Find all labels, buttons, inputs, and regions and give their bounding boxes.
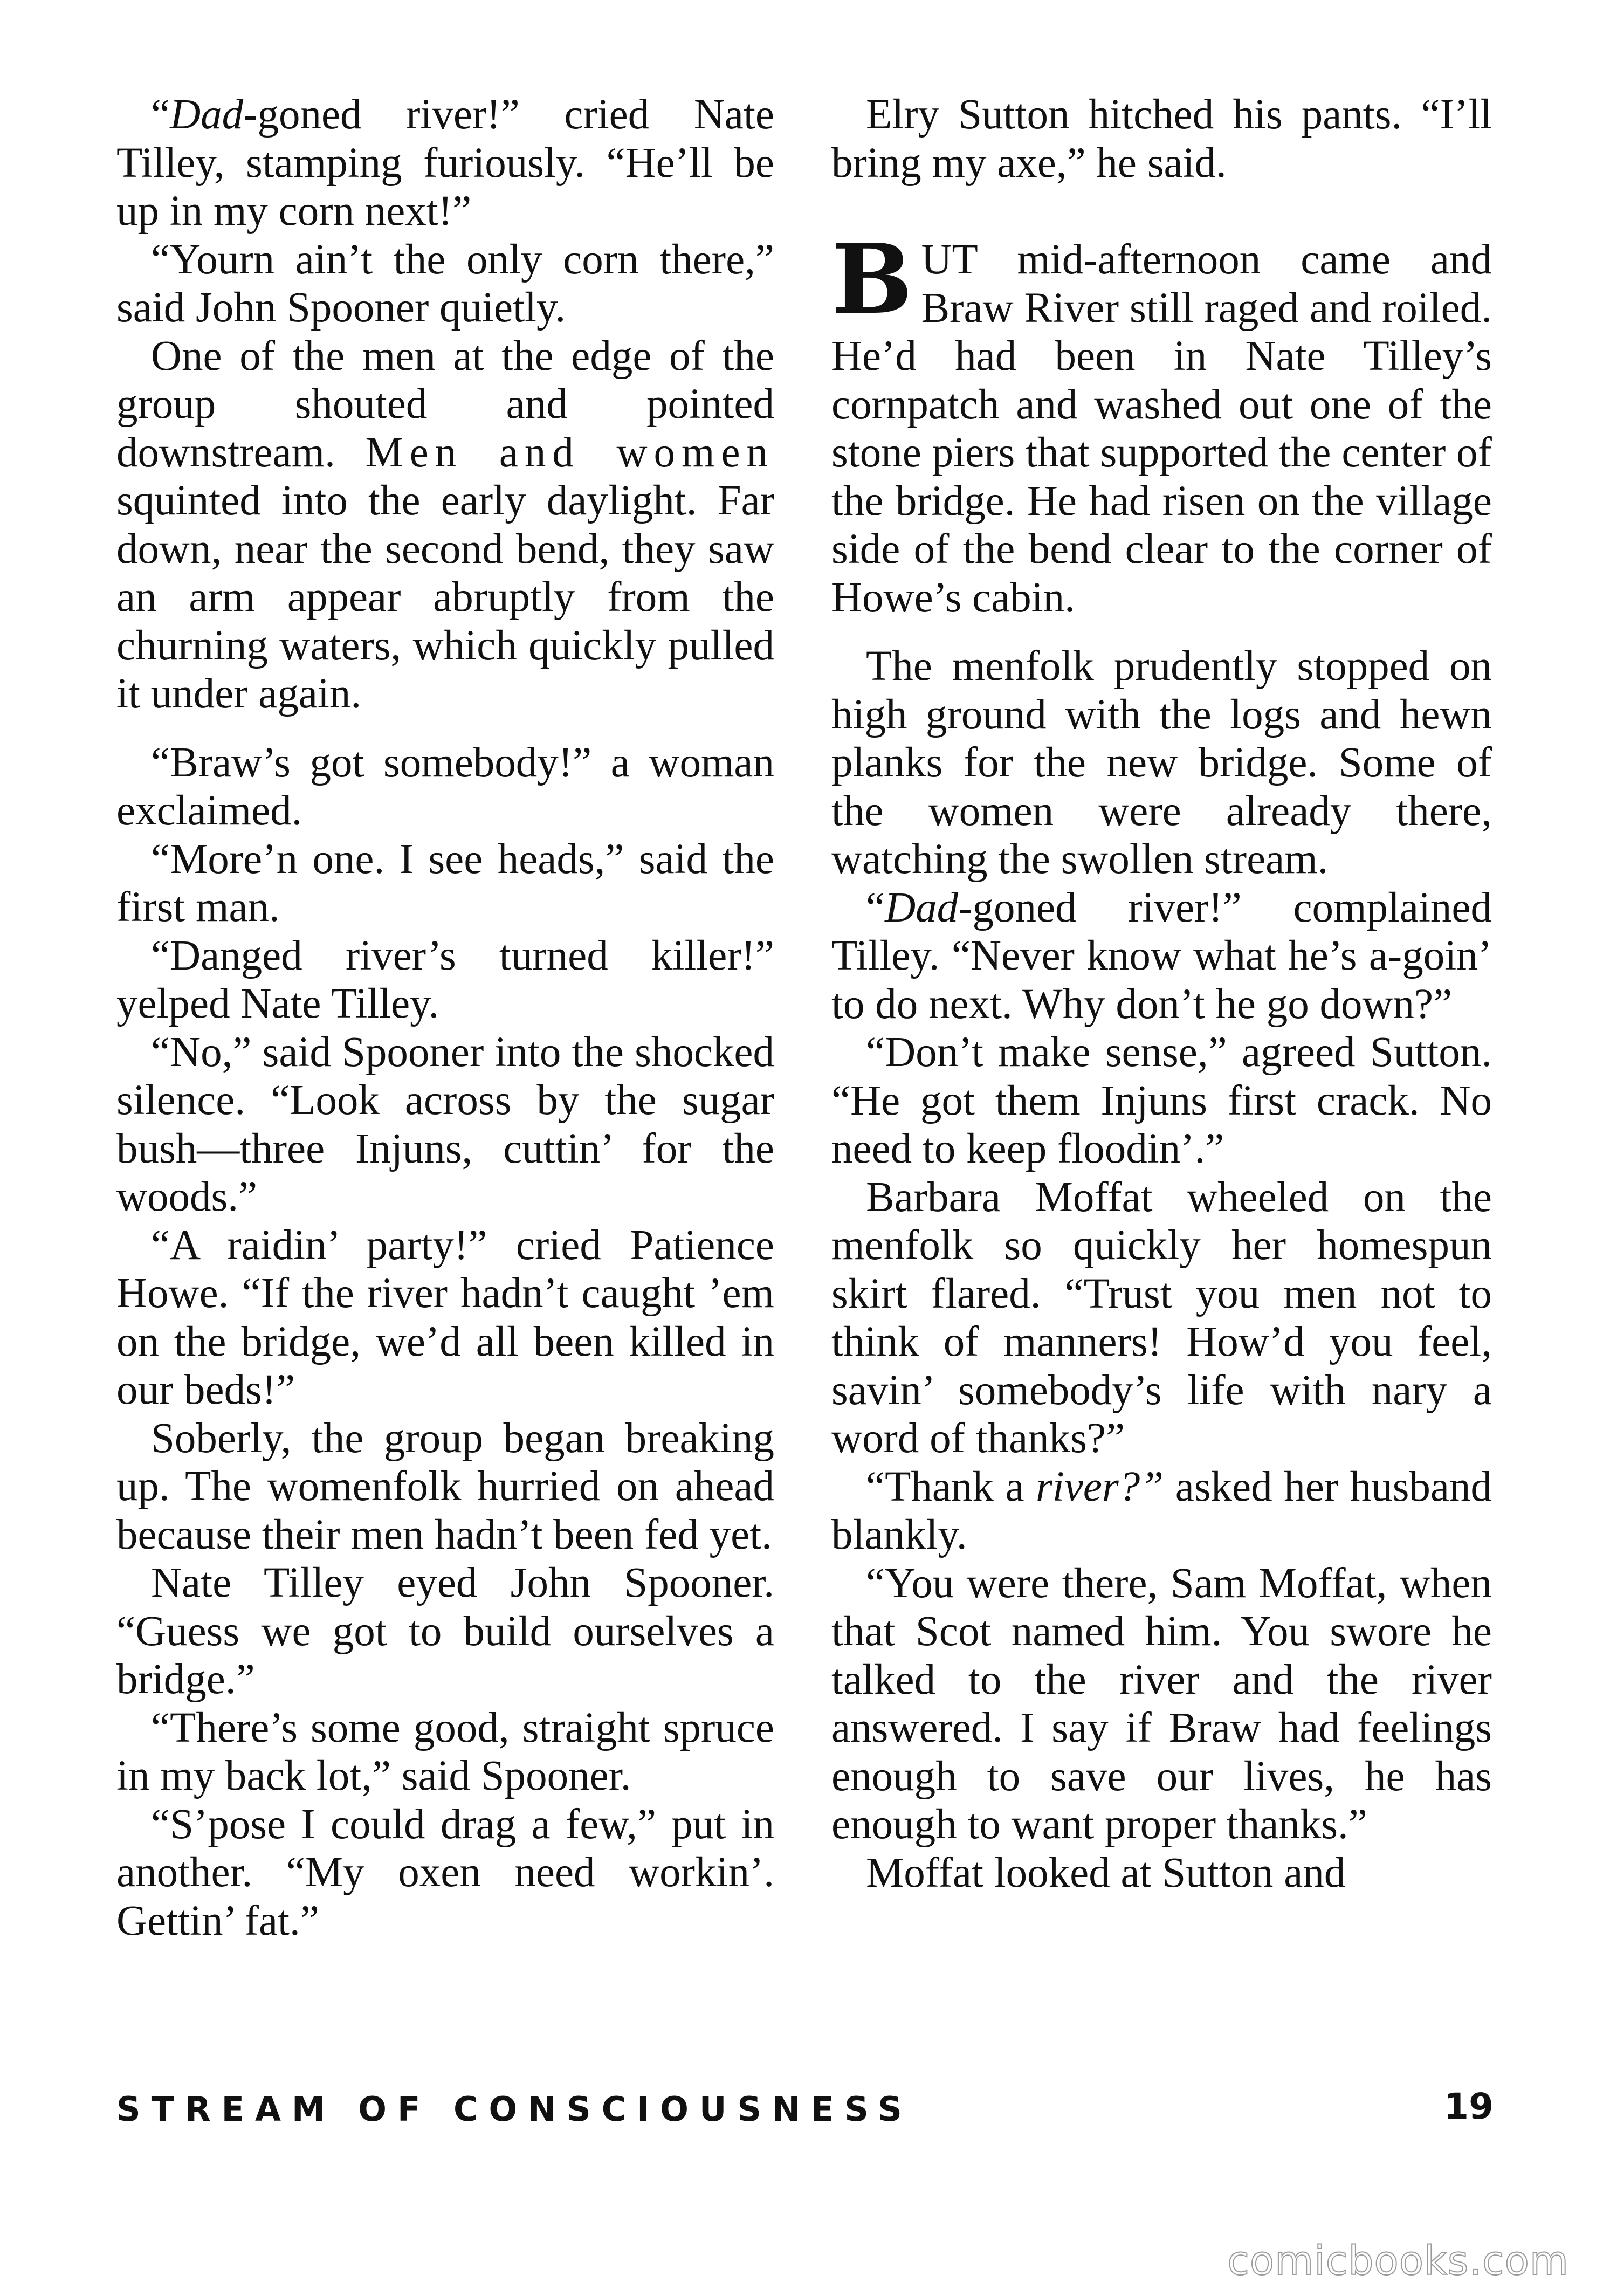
paragraph: Nate Tilley eyed John Spooner. “Guess we got to build ourselves a bridge.” (116, 1559, 774, 1703)
watermark: comicbooks.com (1227, 2238, 1569, 2284)
page-number: 19 (1444, 2086, 1494, 2127)
paragraph: Barbara Moffat wheeled on the menfolk so quickly her homespun skirt flared. “Trust you men not to think of manners! How’d you feel, savin’ somebody’s life with nary a word of thanks?” (831, 1173, 1492, 1462)
paragraph: Moffat looked at Sutton and (866, 1849, 1346, 1896)
paragraph: “Danged river’s turned killer!” yelped Nate Tilley. (116, 932, 774, 1027)
paragraph: “More’n one. I see heads,” said the first man. (116, 835, 774, 931)
paragraph: “A raidin’ party!” cried Patience Howe. “If the river hadn’t caught ’em on the bridge, we’d all been killed in our beds!” (116, 1221, 774, 1413)
paragraph: Soberly, the group began breaking up. The womenfolk hurried on ahead because their men hadn’t been fed yet. (116, 1414, 774, 1558)
paragraph: “You were there, Sam Moffat, when that Scot named him. You swore he talked to the river and the river answered. I say if Braw had feelings enough to save our lives, he has enough to want proper thanks.” (831, 1559, 1492, 1848)
paragraph: “S’pose I could drag a few,” put in another. “My oxen need workin’. Gettin’ fat.” (116, 1800, 774, 1944)
drop-cap: B (831, 223, 913, 335)
paragraph: One of the men at the edge of the group shouted and pointed downstream. Men and women squinted into the early daylight. Far down, near the second bend, they saw an arm appear abruptly from the churning waters, which quickly pulled it under again. (116, 332, 775, 717)
paragraph: “Braw’s got somebody!” a woman exclaimed. (116, 739, 774, 834)
left-column (116, 91, 774, 1945)
paragraph: “There’s some good, straight spruce in my back lot,” said Spooner. (116, 1704, 774, 1799)
paragraph: Elry Sutton hitched his pants. “I’ll bring my axe,” he said. (831, 91, 1492, 187)
running-footer-title: STREAM OF CONSCIOUSNESS (116, 2089, 913, 2129)
paragraph: The menfolk prudently stopped on high ground with the logs and hewn planks for the new bridge. Some of the women were already there, watching the swollen stream. (831, 643, 1492, 883)
paragraph: “Dad-goned river!” cried Nate Tilley, stamping furiously. “He’ll be up in my corn next!” (116, 91, 774, 235)
section-opening-paragraph: BUT mid-afternoon came and Braw River still raged and roiled. He’d had been in Nate Tilley’s cornpatch and washed out one of the stone piers that supported the center of the bridge. He had risen on the village side of the bend clear to the corner of Howe’s cabin. (831, 223, 1492, 621)
paragraph: “Yourn ain’t the only corn there,” said John Spooner quietly. (116, 236, 774, 331)
right-column (831, 91, 1492, 1897)
paragraph: “Dad-goned river!” complained Tilley. “Never know what he’s a-goin’ to do next. Why don’t he go down?” (831, 884, 1492, 1028)
paragraph: “No,” said Spooner into the shocked silence. “Look across by the sugar bush—three Injuns, cuttin’ for the woods.” (116, 1028, 774, 1220)
paragraph: “Thank a river?” asked her husband blankly. (831, 1463, 1492, 1558)
paragraph: “Don’t make sense,” agreed Sutton. “He got them Injuns first crack. No need to keep floodin’.” (831, 1029, 1492, 1172)
